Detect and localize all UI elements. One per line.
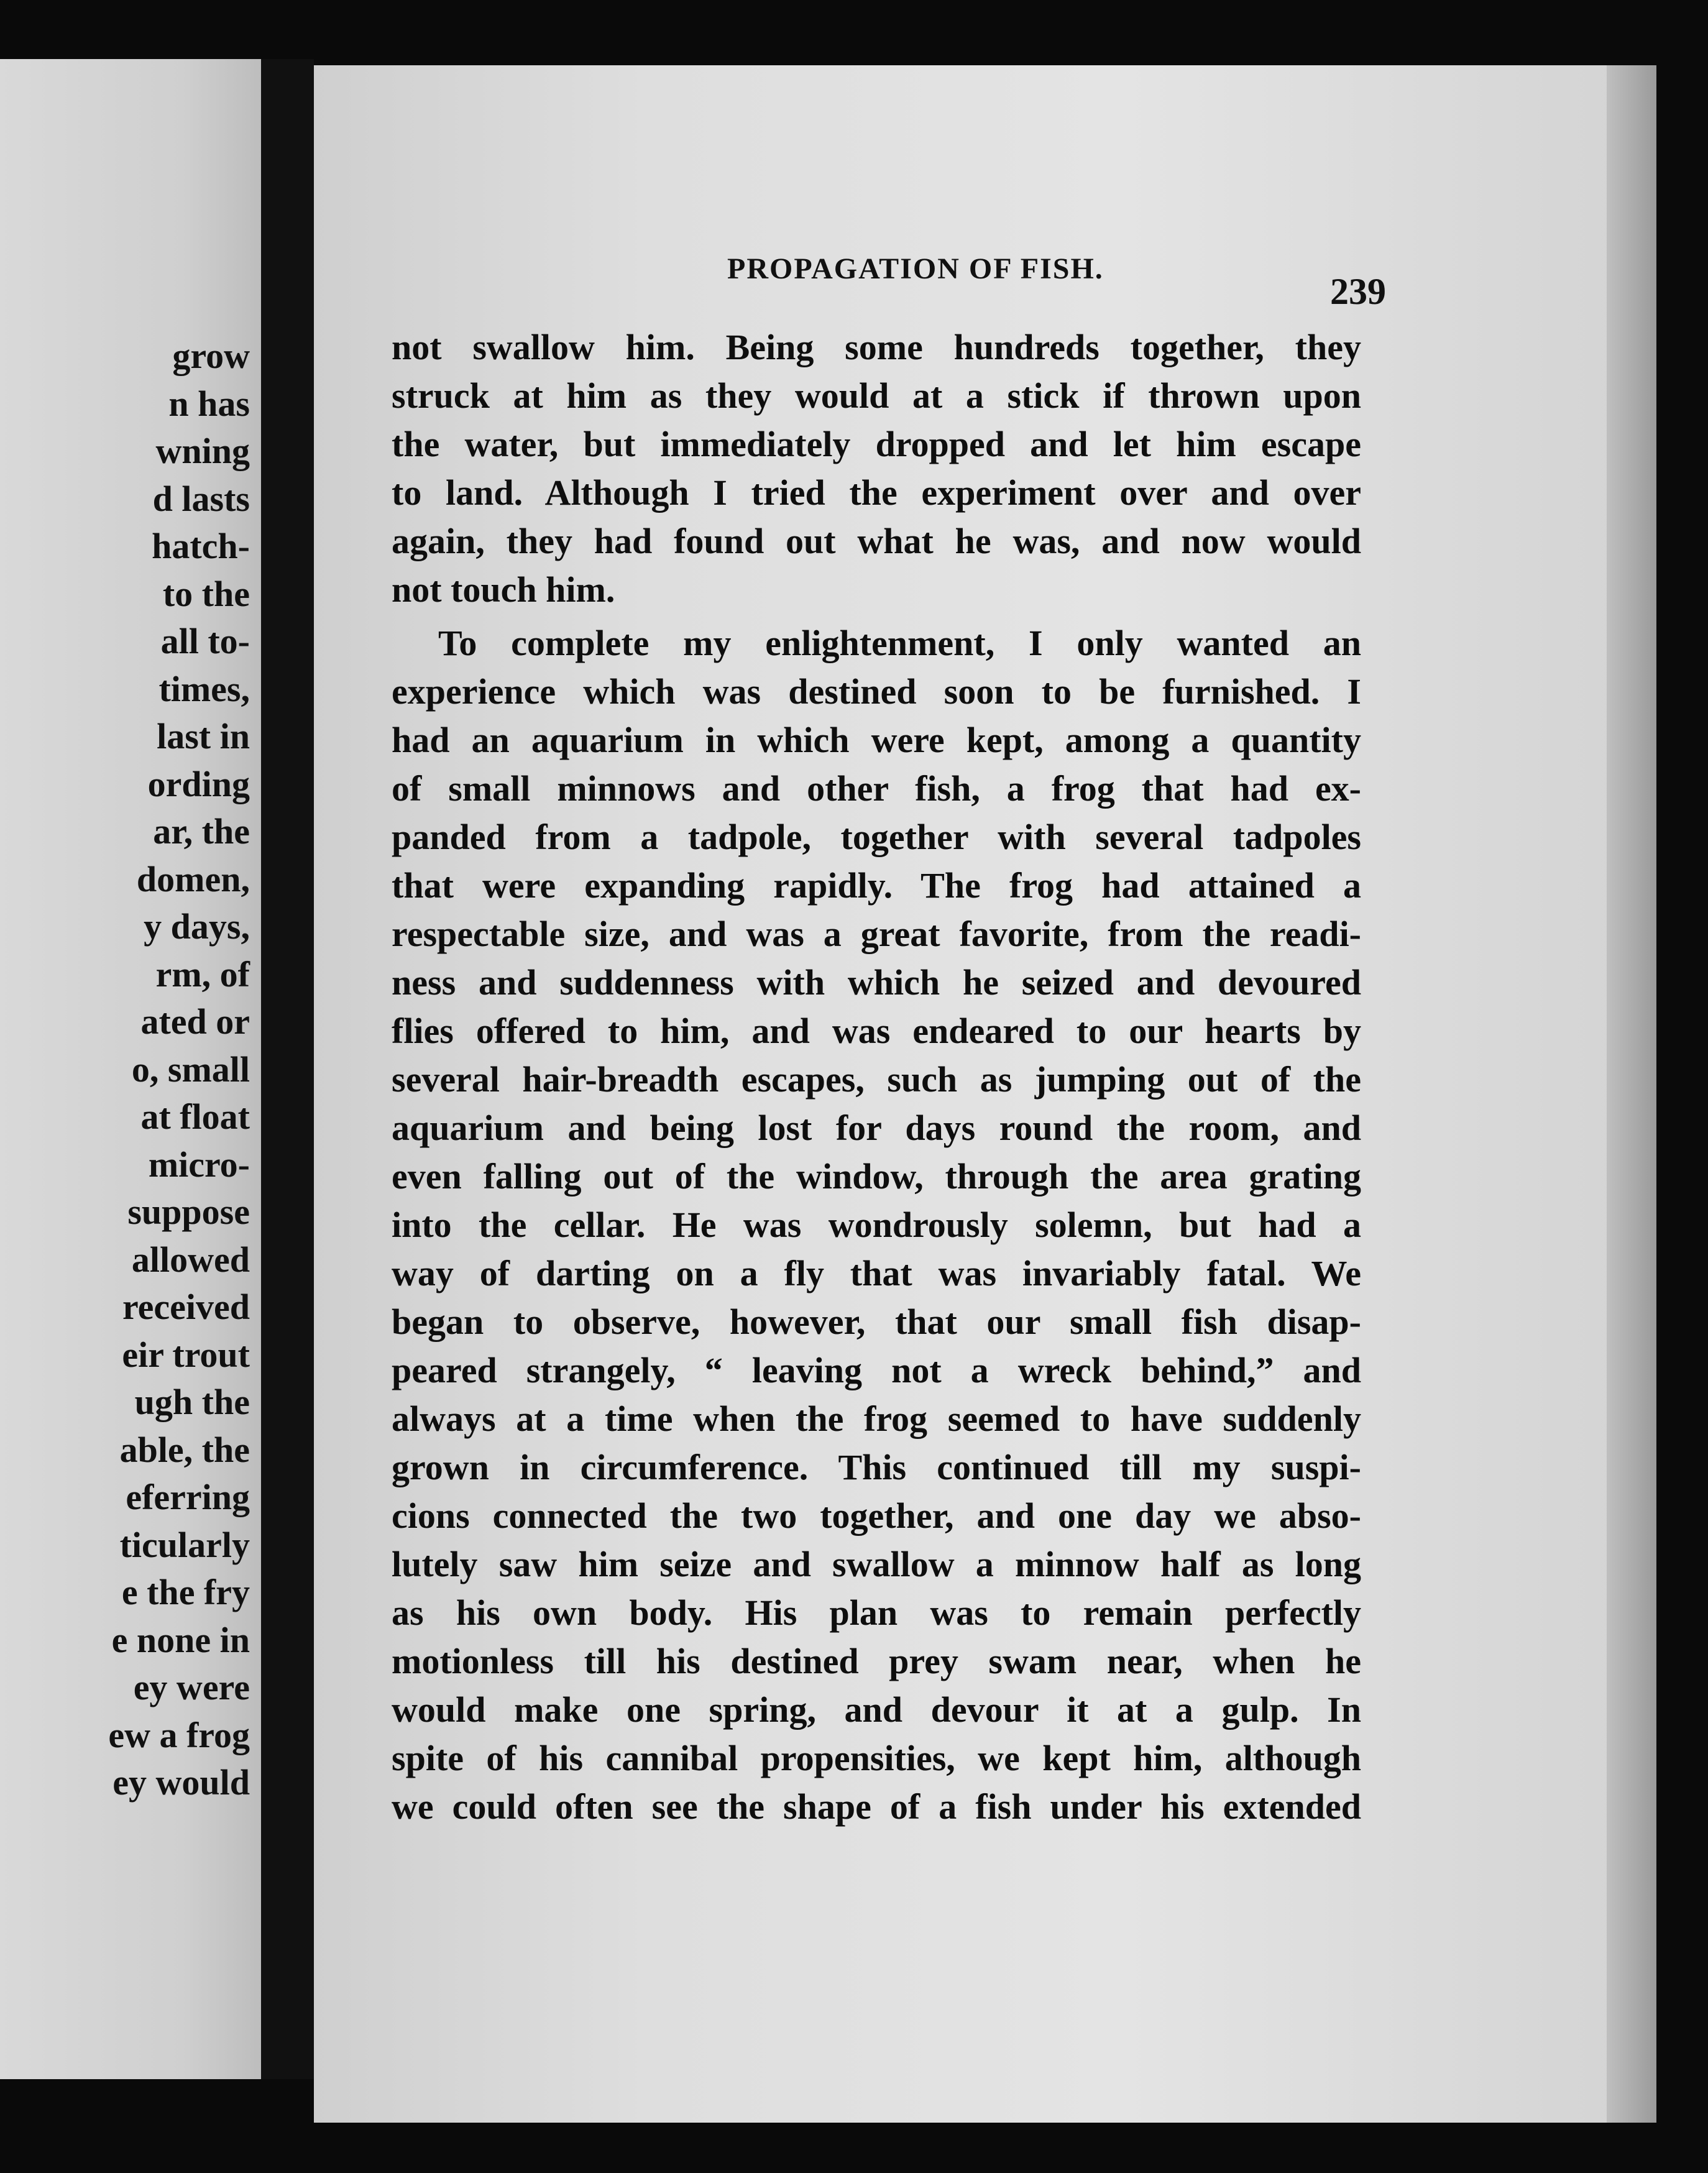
previous-page-line: rm, of: [155, 953, 250, 995]
previous-page-line: ticularly: [119, 1524, 250, 1565]
text-line: grown in circumference. This continued till my suspi-: [392, 1447, 1361, 1487]
text-line: several hair-breadth escapes, such as jumping out of the: [392, 1059, 1361, 1100]
previous-page-line: e the fry: [121, 1572, 250, 1612]
previous-page-line: ording: [147, 763, 250, 804]
text-line: peared strangely, “ leaving not a wreck behind,” and: [392, 1350, 1361, 1390]
previous-page-line: ey would: [112, 1762, 250, 1803]
text-line: always at a time when the frog seemed to have suddenly: [392, 1399, 1361, 1439]
body-text: [392, 323, 1361, 1831]
previous-page-line: eferring: [126, 1477, 250, 1517]
running-head: PROPAGATION OF FISH.: [727, 252, 1104, 285]
previous-page-line: e none in: [111, 1619, 250, 1660]
previous-page-line: y days,: [144, 906, 250, 947]
text-line: struck at him as they would at a stick if thrown upon: [392, 375, 1361, 416]
paragraph-1: [392, 323, 1361, 614]
text-line: began to observe, however, that our small fish disap-: [392, 1302, 1361, 1342]
text-line: cions connected the two together, and one day we abso-: [392, 1495, 1361, 1536]
text-line: that were expanding rapidly. The frog had attained a: [392, 865, 1361, 906]
book-gutter: [261, 59, 314, 2079]
text-line: lutely saw him seize and swallow a minnow half as long: [392, 1544, 1361, 1584]
text-line: the water, but immediately dropped and let him escape: [392, 424, 1361, 464]
text-line: again, they had found out what he was, and now would: [392, 521, 1361, 561]
current-page: [314, 65, 1656, 2123]
previous-page-line: d lasts: [152, 478, 250, 519]
text-line: even falling out of the window, through the area grating: [392, 1156, 1361, 1197]
previous-page-line: last in: [157, 716, 250, 756]
text-line: ness and suddenness with which he seized and devoured: [392, 962, 1361, 1003]
previous-page-line: to the: [162, 573, 250, 614]
text-line: not touch him.: [392, 569, 615, 610]
text-line: panded from a tadpole, together with several tadpoles: [392, 817, 1361, 857]
previous-page-line: allowed: [131, 1239, 250, 1280]
text-line: not swallow him. Being some hundreds together, they: [392, 327, 1361, 367]
previous-page-line: all to-: [160, 621, 250, 661]
page-number: 239: [1330, 271, 1386, 312]
text-line: would make one spring, and devour it at a gulp. In: [392, 1689, 1361, 1730]
previous-page-line: domen,: [136, 858, 250, 899]
previous-page-line: ar, the: [153, 811, 250, 852]
previous-page-line: hatch-: [152, 526, 250, 566]
previous-page-line: suppose: [127, 1192, 250, 1232]
text-line: motionless till his destined prey swam near, when he: [392, 1641, 1361, 1681]
previous-page-line: ew a frog: [108, 1714, 250, 1755]
text-line: way of darting on a fly that was invariably fatal. We: [392, 1253, 1361, 1293]
previous-page-line: ey were: [133, 1667, 250, 1707]
text-line: as his own body. His plan was to remain perfectly: [392, 1592, 1361, 1633]
previous-page-line: grow: [172, 336, 250, 376]
previous-page-line: ugh the: [134, 1382, 250, 1422]
previous-page-line: micro-: [148, 1144, 250, 1185]
text-line: had an aquarium in which were kept, among a quantity: [392, 720, 1361, 760]
previous-page-line: at float: [140, 1096, 250, 1137]
text-line: flies offered to him, and was endeared to our hearts by: [392, 1011, 1361, 1051]
previous-page-line: received: [122, 1287, 250, 1327]
previous-page-line: n has: [168, 383, 250, 424]
text-line: into the cellar. He was wondrously solemn, but had a: [392, 1205, 1361, 1245]
text-line: To complete my enlightenment, I only wanted an: [438, 623, 1361, 663]
text-line: spite of his cannibal propensities, we kept him, although: [392, 1738, 1361, 1778]
previous-page-line: o, small: [131, 1049, 250, 1090]
page-edge: [1607, 65, 1656, 2123]
previous-page-text: [108, 333, 250, 1807]
previous-page: [0, 59, 261, 2079]
paragraph-2: [392, 619, 1361, 1831]
previous-page-line: times,: [158, 668, 250, 709]
text-line: experience which was destined soon to be furnished. I: [392, 671, 1361, 712]
text-line: to land. Although I tried the experiment over and over: [392, 472, 1361, 513]
previous-page-line: able, the: [119, 1429, 250, 1470]
paragraph-gap: [392, 614, 1361, 619]
previous-page-line: ated or: [140, 1001, 250, 1042]
text-line: aquarium and being lost for days round the room, and: [392, 1108, 1361, 1148]
text-line: of small minnows and other fish, a frog that had ex-: [392, 768, 1361, 809]
text-line: respectable size, and was a great favorite, from the readi-: [392, 914, 1361, 954]
previous-page-line: eir trout: [122, 1334, 250, 1375]
previous-page-line: wning: [155, 431, 250, 471]
text-line: we could often see the shape of a fish under his extended: [392, 1786, 1361, 1827]
